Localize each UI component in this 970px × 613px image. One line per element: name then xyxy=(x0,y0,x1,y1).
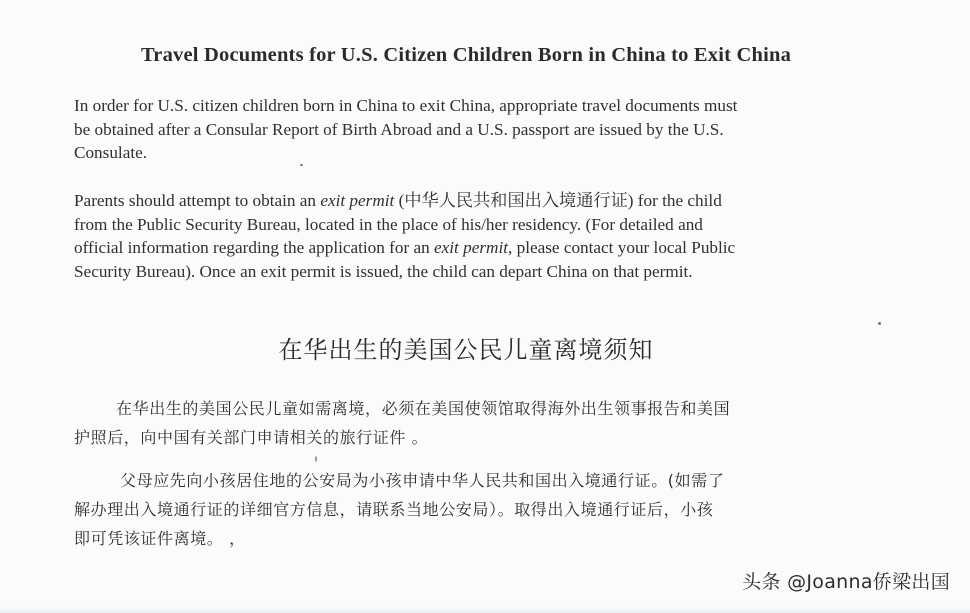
text-run: , please contact your local Public xyxy=(508,238,736,257)
scan-edge xyxy=(0,607,970,613)
paragraph-line: Security Bureau). Once an exit permit is issued, the child can depart China on that permit. xyxy=(74,261,693,281)
paragraph-line: be obtained after a Consular Report of Birth Abroad and a U.S. passport are issued by the U.S. xyxy=(74,119,724,139)
paragraph-line: 解办理出入境通行证的详细官方信息，请联系当地公安局）。取得出入境通行证后，小孩 xyxy=(74,500,714,519)
english-paragraph-2 xyxy=(74,189,864,283)
scan-speck xyxy=(878,322,881,325)
paragraph-line xyxy=(74,236,864,260)
english-paragraph-1 xyxy=(74,94,864,165)
document-title: Travel Documents for U.S. Citizen Children Born in China to Exit China xyxy=(140,44,792,66)
paragraph-line: 护照后，向中国有关部门申请相关的旅行证件 。 xyxy=(74,428,429,447)
scan-speck xyxy=(315,456,317,462)
paragraph-line: 在华出生的美国公民儿童如需离境，必须在美国使领馆取得海外出生领事报告和美国 xyxy=(116,399,731,418)
scan-speck xyxy=(300,164,303,166)
paragraph-line: Consulate. xyxy=(74,143,148,162)
watermark: 头条 @Joanna侨梁出国 xyxy=(742,571,950,593)
text-run: official information regarding the application for an xyxy=(74,238,435,257)
paragraph-line: In order for U.S. citizen children born in China to exit China, appropriate travel documents must xyxy=(74,96,738,115)
text-run: Parents should attempt to obtain an xyxy=(74,191,321,210)
chinese-paragraph-2 xyxy=(74,466,874,553)
exit-permit-term: exit permit xyxy=(320,191,395,210)
paragraph-line: 即可凭该证件离境。 ， xyxy=(74,529,246,548)
paragraph-line: from the Public Security Bureau, located in the place of his/her residency. (For detailed and xyxy=(74,214,703,234)
text-run: (中华人民共和国出入境通行证) for the child xyxy=(394,191,722,210)
paragraph-line: 父母应先向小孩居住地的公安局为小孩申请中华人民共和国出入境通行证。(如需了 xyxy=(120,471,725,490)
paragraph-line xyxy=(74,189,864,213)
exit-permit-term: exit permit xyxy=(434,238,508,257)
chinese-title: 在华出生的美国公民儿童离境须知 xyxy=(278,336,654,364)
chinese-paragraph-1 xyxy=(74,394,874,452)
